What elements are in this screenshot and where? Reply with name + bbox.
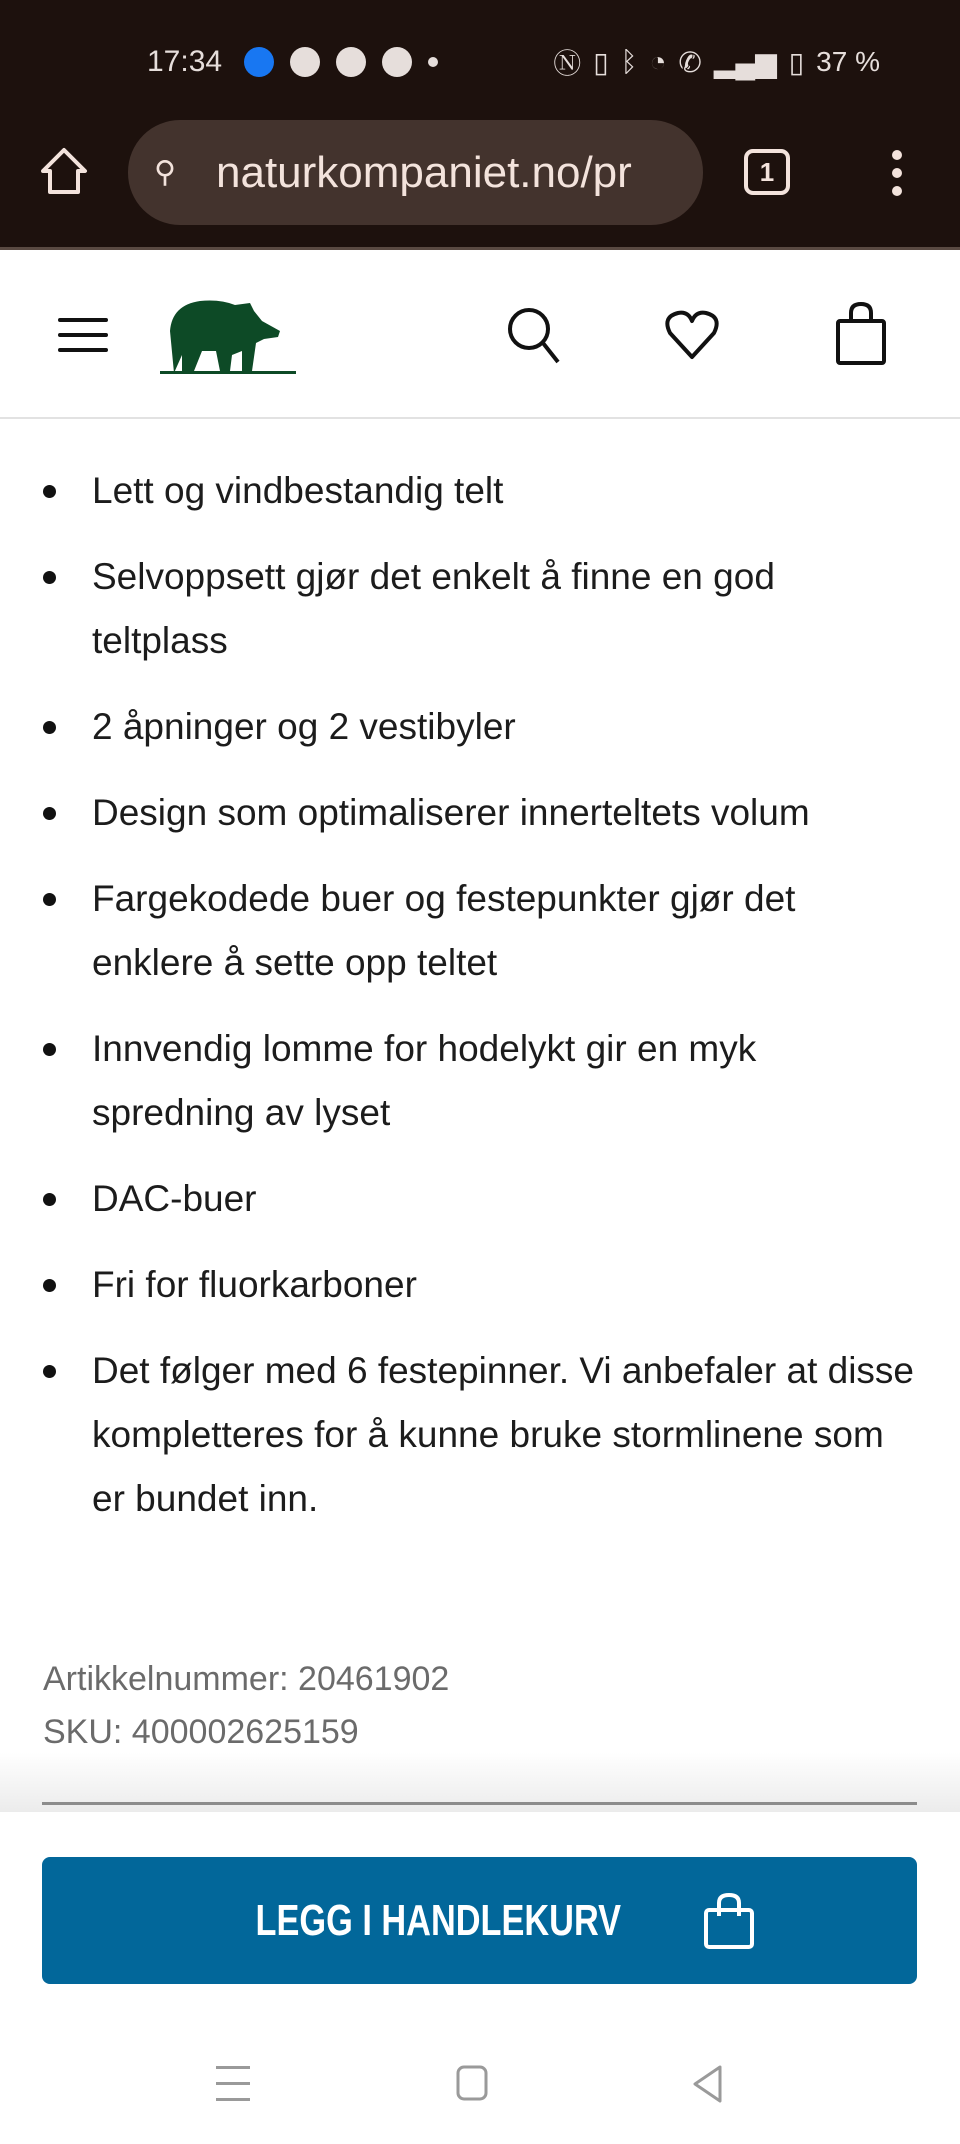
- shopping-bag-icon: [703, 1892, 755, 1950]
- product-description: [0, 459, 960, 1553]
- article-number: Artikkelnummer: 20461902: [43, 1660, 450, 1698]
- feature-text: Fargekodede buer og festepunkter gjør det enklere å sette opp teltet: [92, 878, 796, 983]
- feature-text: Det følger med 6 festepinner. Vi anbefaler at disse kompletteres for å kunne bruke stormlinene som er bundet inn.: [92, 1350, 915, 1519]
- bullet-icon: [43, 1193, 56, 1206]
- bluetooth-icon: ᛒ: [620, 46, 638, 77]
- more-options-icon[interactable]: [882, 148, 912, 198]
- list-item: [0, 545, 915, 673]
- add-to-cart-button[interactable]: [42, 1857, 917, 1984]
- wifi-call-icon: ✆: [678, 46, 702, 78]
- bullet-icon: [43, 1043, 56, 1056]
- status-time: 17:34: [147, 45, 223, 78]
- status-bar: [147, 40, 880, 84]
- hamburger-menu-icon[interactable]: [58, 315, 112, 355]
- bullet-icon: [43, 721, 56, 734]
- divider: [42, 1802, 917, 1805]
- feature-list: [0, 459, 960, 1531]
- bullet-icon: [43, 1365, 56, 1378]
- feature-text: DAC-buer: [92, 1178, 257, 1219]
- list-item: [0, 1339, 915, 1531]
- home-nav-icon[interactable]: [455, 2064, 491, 2104]
- search-icon[interactable]: [505, 305, 563, 367]
- browser-chrome: [0, 0, 960, 250]
- list-item: [0, 1167, 915, 1231]
- bear-logo[interactable]: [160, 291, 296, 377]
- feature-text: 2 åpninger og 2 vestibyler: [92, 706, 516, 747]
- pinterest-icon: [382, 47, 412, 77]
- shopping-bag-icon[interactable]: [834, 301, 890, 367]
- bullet-icon: [43, 1279, 56, 1292]
- product-meta: [43, 1653, 449, 1759]
- url-text: naturkompaniet.no/pr: [216, 147, 632, 197]
- feature-text: Lett og vindbestandig telt: [92, 470, 504, 511]
- list-item: [0, 781, 915, 845]
- wishlist-heart-icon[interactable]: [664, 309, 720, 361]
- list-item: [0, 1017, 915, 1145]
- messenger-icon: [290, 47, 320, 77]
- feature-text: Selvoppsett gjør det enkelt å finne en god teltplass: [92, 556, 775, 661]
- system-nav-bar: [0, 2052, 960, 2132]
- bullet-icon: [43, 807, 56, 820]
- add-to-cart-label: LEGG I HANDLEKURV: [255, 1895, 622, 1945]
- bullet-icon: [43, 893, 56, 906]
- feature-text: Design som optimaliserer innerteltets volum: [92, 792, 810, 833]
- list-item: [0, 1253, 915, 1317]
- sticky-cart-panel: [0, 1812, 960, 2144]
- pinterest-icon: [336, 47, 366, 77]
- vibrate-icon: ▯: [593, 46, 609, 78]
- list-item: [0, 695, 915, 759]
- back-nav-icon[interactable]: [690, 2064, 726, 2104]
- recent-apps-icon[interactable]: [216, 2064, 252, 2104]
- sku: SKU: 400002625159: [43, 1713, 359, 1751]
- site-header: [0, 253, 960, 419]
- bullet-icon: [43, 485, 56, 498]
- wifi-icon: ◔: [649, 46, 667, 77]
- facebook-icon: [244, 47, 274, 77]
- site-settings-icon[interactable]: ⚲: [154, 156, 176, 189]
- nfc-icon: Ⓝ: [553, 48, 582, 79]
- bullet-icon: [43, 571, 56, 584]
- feature-text: Innvendig lomme for hodelykt gir en myk spredning av lyset: [92, 1028, 757, 1133]
- url-bar[interactable]: [128, 120, 703, 225]
- battery-icon: ▯: [788, 46, 805, 78]
- list-item: [0, 459, 915, 523]
- home-icon[interactable]: [38, 145, 90, 197]
- more-notifications-dot-icon: [428, 57, 438, 67]
- signal-icon: ▂▄▆: [713, 46, 777, 78]
- feature-text: Fri for fluorkarboner: [92, 1264, 417, 1305]
- battery-level: 37 %: [816, 46, 880, 77]
- list-item: [0, 867, 915, 995]
- tab-switcher-button[interactable]: 1: [744, 149, 790, 195]
